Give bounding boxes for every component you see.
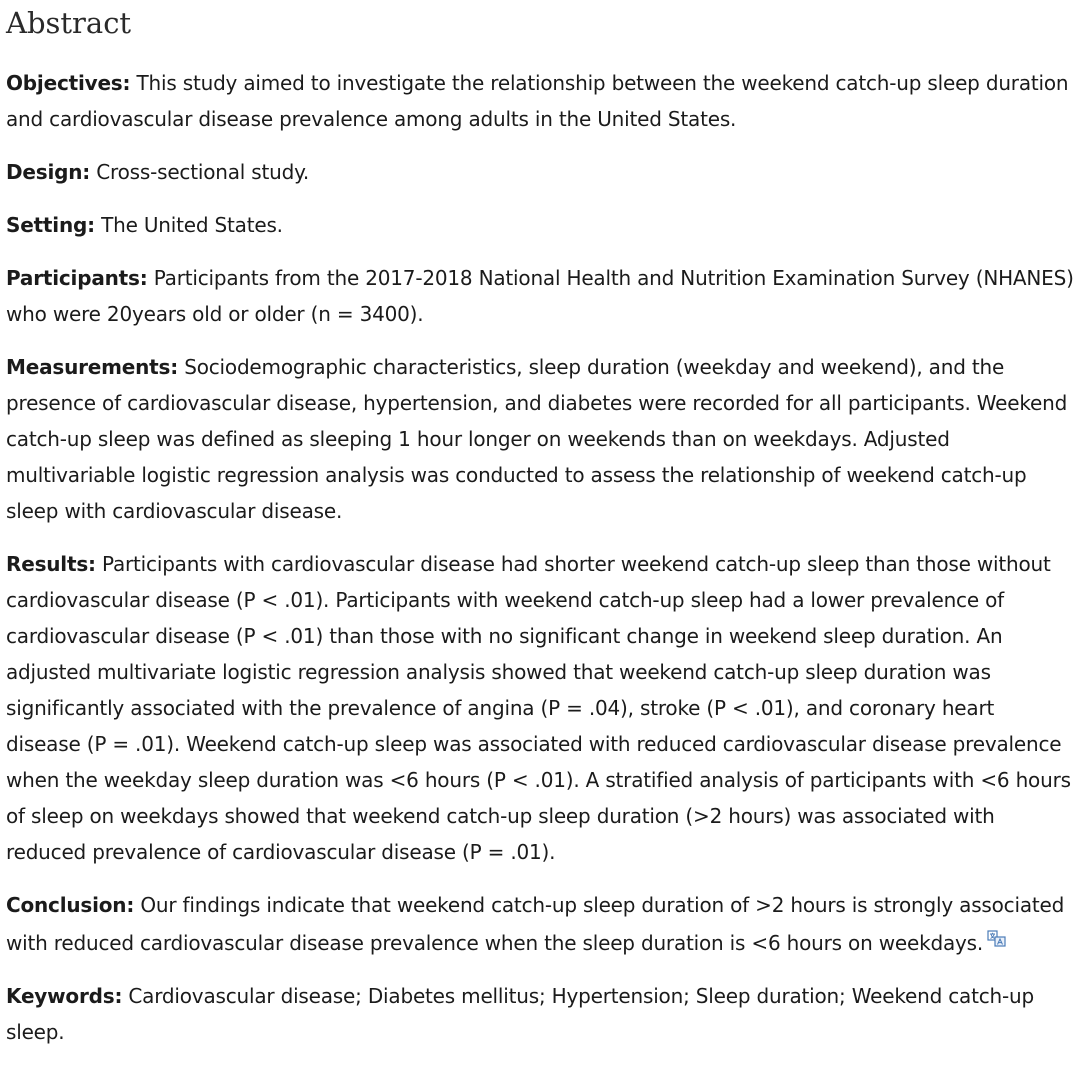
conclusion-text: Our findings indicate that weekend catch-up sleep duration of >2 hours is strongly associated with reduced cardiovascular disease prevalence when the sleep duration is <6 hours on weekdays.	[6, 893, 1065, 955]
objectives-text: This study aimed to investigate the relationship between the weekend catch-up sleep duration and cardiovascular disease prevalence among adults in the United States.	[6, 71, 1069, 131]
translate-icon[interactable]	[987, 923, 1007, 941]
section-keywords	[6, 978, 1074, 1050]
design-text: Cross-sectional study.	[96, 160, 310, 184]
section-participants	[6, 260, 1074, 332]
objectives-label: Objectives:	[6, 71, 131, 95]
section-conclusion	[6, 887, 1074, 961]
setting-label: Setting:	[6, 213, 95, 237]
section-setting	[6, 207, 1074, 243]
keywords-text: Cardiovascular disease; Diabetes mellitus; Hypertension; Sleep duration; Weekend catch-up sleep.	[6, 984, 1035, 1044]
abstract-title: Abstract	[6, 6, 132, 40]
participants-text: Participants from the 2017-2018 National Health and Nutrition Examination Survey (NHANES) who were 20years old or older (n = 3400).	[6, 266, 1074, 326]
section-design	[6, 154, 1074, 190]
keywords-label: Keywords:	[6, 984, 123, 1008]
conclusion-label: Conclusion:	[6, 893, 135, 917]
design-label: Design:	[6, 160, 91, 184]
measurements-label: Measurements:	[6, 355, 179, 379]
results-label: Results:	[6, 552, 96, 576]
results-text: Participants with cardiovascular disease had shorter weekend catch-up sleep than those without cardiovascular disease (P < .01). Participants with weekend catch-up sleep had a lower prevalence of cardiovascular disease (P < .01) than those with no significant change in weekend sleep duration. An adjusted multivariate logistic regression analysis showed that weekend catch-up sleep duration was significantly associated with the prevalence of angina (P = .04), stroke (P < .01), and coronary heart disease (P = .01). Weekend catch-up sleep was associated with reduced cardiovascular disease prevalence when the weekday sleep duration was <6 hours (P < .01). A stratified analysis of participants with <6 hours of sleep on weekdays showed that weekend catch-up sleep duration (>2 hours) was associated with reduced prevalence of cardiovascular disease (P = .01).	[6, 552, 1071, 864]
section-measurements	[6, 349, 1074, 529]
setting-text: The United States.	[101, 213, 283, 237]
section-results	[6, 546, 1074, 870]
participants-label: Participants:	[6, 266, 148, 290]
section-objectives	[6, 65, 1074, 137]
measurements-text: Sociodemographic characteristics, sleep duration (weekday and weekend), and the presence of cardiovascular disease, hypertension, and diabetes were recorded for all participants. Weekend catch-up sleep was defined as sleeping 1 hour longer on weekends than on weekdays. Adjusted multivariable logistic regression analysis was conducted to assess the relationship of weekend catch-up sleep with cardiovascular disease.	[6, 355, 1068, 523]
